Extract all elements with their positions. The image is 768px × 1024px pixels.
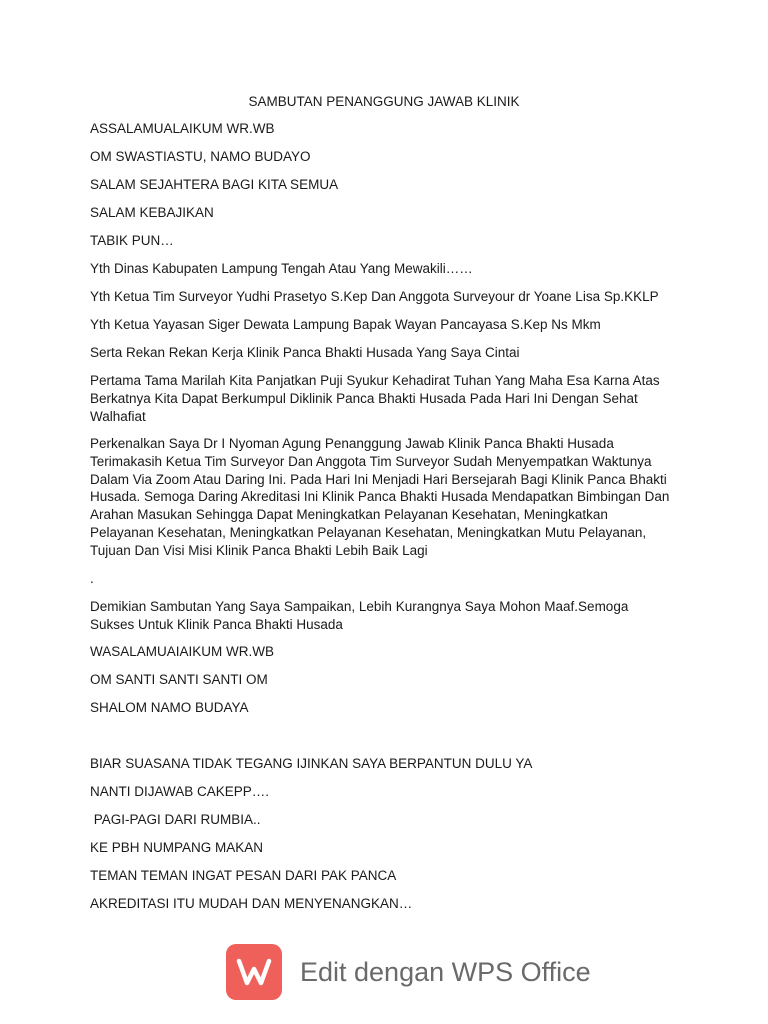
paragraph-line: Pelayanan Kesehatan, Meningkatkan Pelayanan Kesehatan, Meningkatkan Mutu Pelayanan, [90, 524, 647, 540]
paragraph-line: Terimakasih Ketua Tim Surveyor Dan Anggota Tim Surveyor Sudah Menyempatkan Waktunya [90, 453, 652, 469]
pantun-line: TEMAN TEMAN INGAT PESAN DARI PAK PANCA [90, 868, 397, 883]
paragraph-line: Demikian Sambutan Yang Saya Sampaikan, Lebih Kurangnya Saya Mohon Maaf.Semoga [90, 599, 629, 614]
paragraph-line: Tujuan Dan Visi Misi Klinik Panca Bhakti Lebih Baik Lagi [90, 542, 428, 558]
addressee-line: Serta Rekan Rekan Kerja Klinik Panca Bhakti Husada Yang Saya Cintai [90, 345, 520, 360]
paragraph-line: Dalam Via Zoom Atau Daring Ini. Pada Hari Ini Menjadi Hari Bersejarah Bagi Klinik Panca Bhakti [90, 471, 667, 487]
greeting-line: SALAM SEJAHTERA BAGI KITA SEMUA [90, 177, 339, 192]
introduction-paragraph [90, 435, 690, 560]
closing-line: WASALAMUAIAIKUM WR.WB [90, 644, 275, 659]
edit-with-wps-button[interactable] [226, 942, 591, 1002]
greeting-line: ASSALAMUALAIKUM WR.WB [90, 121, 275, 136]
pantun-line: PAGI-PAGI DARI RUMBIA.. [90, 812, 261, 827]
greeting-line: SALAM KEBAJIKAN [90, 205, 214, 220]
wps-banner-label: Edit dengan WPS Office [300, 956, 591, 987]
closing-line: OM SANTI SANTI SANTI OM [90, 672, 268, 687]
document-title: SAMBUTAN PENANGGUNG JAWAB KLINIK [248, 94, 520, 109]
addressee-line: Yth Ketua Yayasan Siger Dewata Lampung Bapak Wayan Pancayasa S.Kep Ns Mkm [90, 317, 601, 332]
opening-paragraph [90, 372, 690, 425]
paragraph-line: Berkatnya Kita Dapat Berkumpul Diklinik Panca Bhakti Husada Pada Hari Ini Dengan Sehat [90, 390, 638, 406]
paragraph-line: Sukses Untuk Klinik Panca Bhakti Husada [90, 616, 343, 632]
paragraph-line: Pertama Tama Marilah Kita Panjatkan Puji Syukur Kehadirat Tuhan Yang Maha Esa Karna Atas [90, 373, 660, 388]
paragraph-line: Walhafiat [90, 408, 146, 424]
pantun-line: AKREDITASI ITU MUDAH DAN MENYENANGKAN… [90, 896, 413, 911]
paragraph-line: Husada. Semoga Daring Akreditasi Ini Klinik Panca Bhakti Husada Mendapatkan Bimbingan Dan [90, 489, 670, 505]
paragraph-line: Perkenalkan Saya Dr I Nyoman Agung Penanggung Jawab Klinik Panca Bhakti Husada [90, 436, 614, 451]
greeting-line: TABIK PUN… [90, 233, 174, 248]
wps-logo-icon [226, 944, 282, 1000]
closing-line: SHALOM NAMO BUDAYA [90, 700, 249, 715]
addressee-line: Yth Dinas Kabupaten Lampung Tengah Atau Yang Mewakili…… [90, 261, 473, 276]
pantun-line: KE PBH NUMPANG MAKAN [90, 840, 264, 855]
pantun-line: NANTI DIJAWAB CAKEPP…. [90, 784, 270, 799]
greeting-line: OM SWASTIASTU, NAMO BUDAYO [90, 149, 311, 164]
paragraph-line: Arahan Masukan Sehingga Dapat Meningkatkan Pelayanan Kesehatan, Meningkatkan [90, 507, 608, 523]
closing-paragraph [90, 598, 690, 634]
addressee-line: Yth Ketua Tim Surveyor Yudhi Prasetyo S.Kep Dan Anggota Surveyour dr Yoane Lisa Sp.KKLP [90, 289, 659, 304]
dot-line: . [90, 571, 94, 586]
pantun-line: BIAR SUASANA TIDAK TEGANG IJINKAN SAYA BERPANTUN DULU YA [90, 756, 533, 771]
